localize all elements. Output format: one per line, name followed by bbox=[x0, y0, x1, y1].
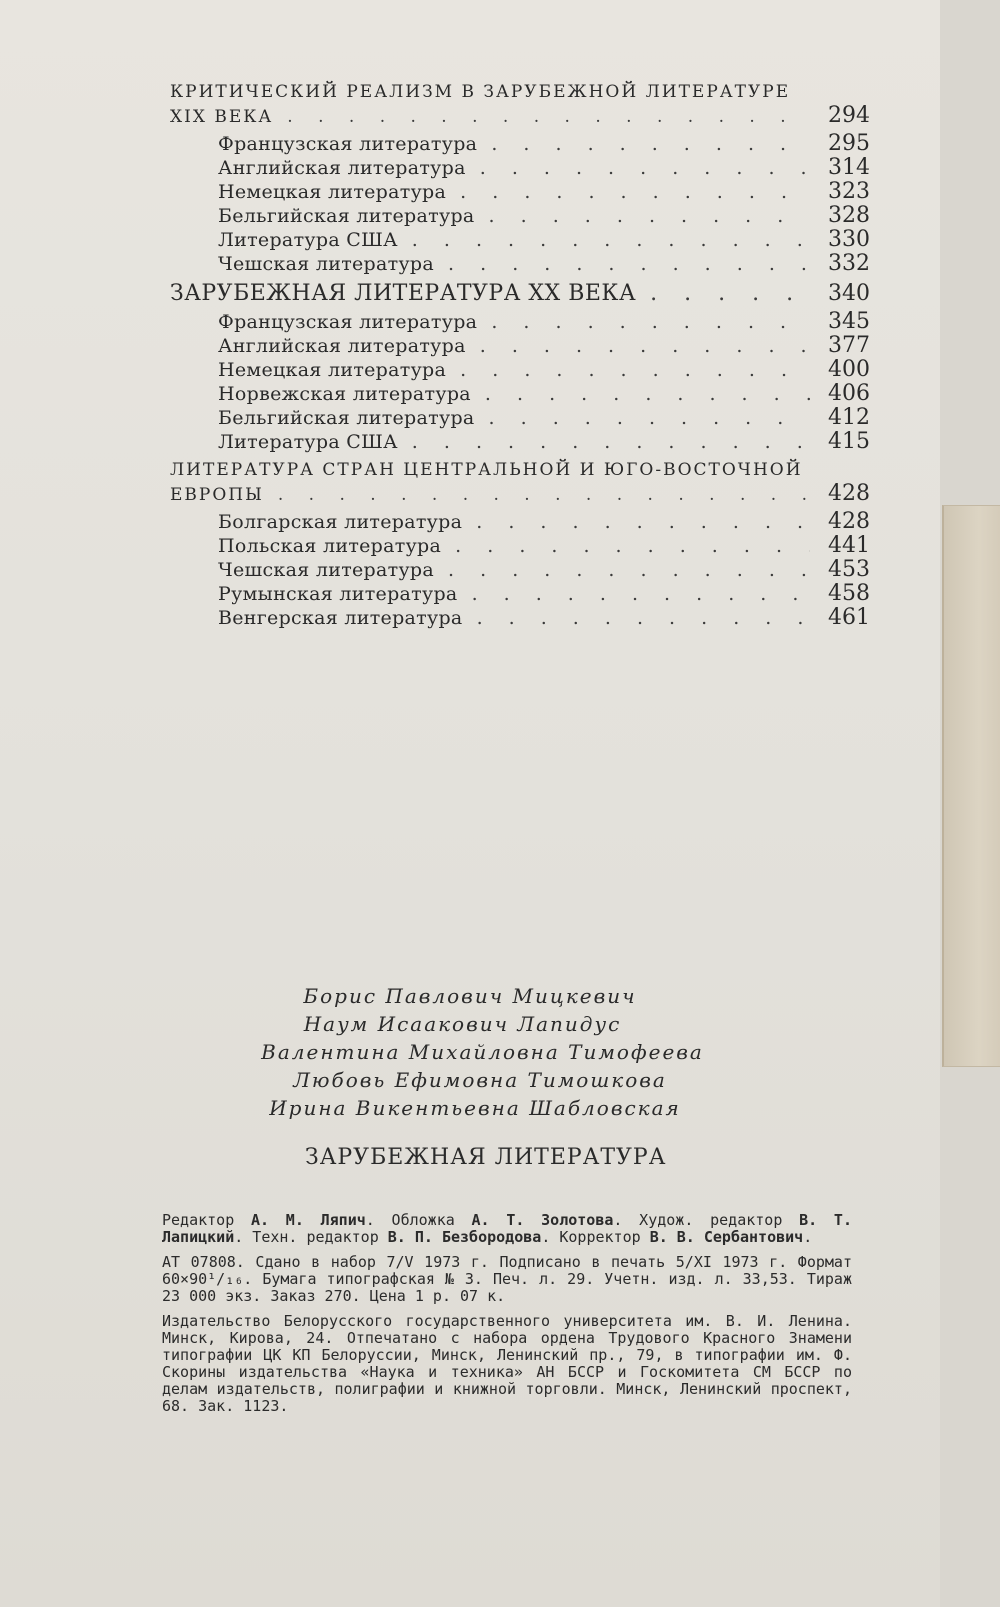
leader-dots bbox=[440, 252, 810, 276]
toc-row bbox=[170, 310, 870, 334]
production-paragraph: АТ 07808. Сдано в набор 7/V 1973 г. Подписано в печать 5/XI 1973 г. Формат 60×90¹/₁₆. Бумага типографская № 3. Печ. л. 29. Учетн. изд. л. 33,53. Тираж 23 000 экз. Заказ 270. Цена 1 р. 07 к. bbox=[162, 1253, 852, 1305]
page-number: 377 bbox=[828, 333, 870, 358]
section-title-cont: ЕВРОПЫ bbox=[170, 485, 264, 505]
leader-dots bbox=[477, 382, 810, 406]
toc-label: Немецкая литература bbox=[218, 181, 447, 203]
section-title: КРИТИЧЕСКИЙ РЕАЛИЗМ В ЗАРУБЕЖНОЙ ЛИТЕРАТУРЕ bbox=[170, 82, 791, 102]
toc-row bbox=[170, 156, 870, 180]
toc-row bbox=[170, 582, 870, 606]
page-number: 328 bbox=[828, 203, 870, 228]
toc-row bbox=[170, 180, 870, 204]
leader-dots bbox=[440, 558, 810, 582]
toc-row bbox=[170, 204, 870, 228]
toc-label: Чешская литература bbox=[218, 559, 435, 581]
toc-label: Болгарская литература bbox=[218, 511, 463, 533]
toc-label: Венгерская литература bbox=[218, 607, 463, 629]
tech-editor-name: В. П. Безбородова bbox=[387, 1228, 542, 1246]
leader-dots bbox=[483, 310, 810, 334]
toc-row bbox=[170, 382, 870, 406]
leader-dots bbox=[472, 156, 810, 180]
author-name: Борис Павлович Мицкевич bbox=[303, 984, 637, 1008]
leader-dots bbox=[447, 534, 810, 558]
toc-row bbox=[170, 252, 870, 276]
leader-dots bbox=[464, 582, 810, 606]
leader-dots bbox=[469, 606, 810, 630]
toc-row bbox=[170, 334, 870, 358]
page-number: 441 bbox=[828, 533, 870, 558]
leader-dots bbox=[404, 430, 810, 454]
toc-row bbox=[170, 482, 870, 506]
toc-row bbox=[170, 406, 870, 430]
toc-row bbox=[170, 558, 870, 582]
page-number: 406 bbox=[828, 381, 870, 406]
toc-label: Польская литература bbox=[218, 535, 442, 557]
toc-label: Английская литература bbox=[218, 157, 466, 179]
toc-label: Английская литература bbox=[218, 335, 466, 357]
toc-label: Бельгийская литература bbox=[218, 407, 475, 429]
leader-dots bbox=[642, 278, 810, 310]
publisher-paragraph: Издательство Белорусского государственного университета им. В. И. Ленина. Минск, Кирова, 24. Отпечатано с набора ордена Трудового Красного Знамени типографии ЦК КП Белоруссии, Минск, Ленинский пр., 79, в типографии им. Ф. Скорины издательства «Наука и техника» АН БССР и Госкомитета СМ БССР по делам издательств, полиграфии и книжной торговли. Минск, Ленинский проспект, 68. Зак. 1123. bbox=[162, 1312, 852, 1415]
section-title: ЗАРУБЕЖНАЯ ЛИТЕРАТУРА XX ВЕКА bbox=[170, 281, 637, 306]
leader-dots bbox=[279, 105, 810, 129]
page-number: 458 bbox=[828, 581, 870, 606]
section-title: ЛИТЕРАТУРА СТРАН ЦЕНТРАЛЬНОЙ И ЮГО-ВОСТОЧНОЙ bbox=[170, 460, 803, 480]
page-number: 340 bbox=[828, 281, 870, 306]
page-number: 332 bbox=[828, 251, 870, 276]
toc-row bbox=[170, 104, 870, 128]
page-number: 453 bbox=[828, 557, 870, 582]
toc-label: Литература США bbox=[218, 431, 398, 453]
author-name: Наум Исаакович Лапидус bbox=[303, 1012, 622, 1036]
section-title-cont: XIX ВЕКА bbox=[170, 107, 274, 127]
toc-label: Бельгийская литература bbox=[218, 205, 475, 227]
page-number: 428 bbox=[828, 509, 870, 534]
book-title: ЗАРУБЕЖНАЯ ЛИТЕРАТУРА bbox=[305, 1145, 667, 1170]
page-number: 412 bbox=[828, 405, 870, 430]
page-number: 330 bbox=[828, 227, 870, 252]
toc-label: Французская литература bbox=[218, 133, 478, 155]
author-name: Любовь Ефимовна Тимошкова bbox=[293, 1068, 667, 1092]
page-number: 345 bbox=[828, 309, 870, 334]
toc-row bbox=[170, 132, 870, 156]
leader-dots bbox=[452, 358, 810, 382]
page-number: 295 bbox=[828, 131, 870, 156]
author-name: Ирина Викентьевна Шабловская bbox=[269, 1096, 681, 1120]
page-number: 415 bbox=[828, 429, 870, 454]
editor-name: А. М. Ляпич bbox=[251, 1211, 366, 1229]
page-number: 400 bbox=[828, 357, 870, 382]
leader-dots bbox=[472, 334, 810, 358]
toc-label: Норвежская литература bbox=[218, 383, 471, 405]
toc-row bbox=[170, 430, 870, 454]
proofreader-name: В. В. Сербантович bbox=[649, 1228, 804, 1246]
toc-label: Чешская литература bbox=[218, 253, 435, 275]
toc-row bbox=[170, 228, 870, 252]
toc-row bbox=[170, 534, 870, 558]
toc-row bbox=[170, 358, 870, 382]
leader-dots bbox=[481, 204, 810, 228]
page-number: 314 bbox=[828, 155, 870, 180]
leader-dots bbox=[481, 406, 810, 430]
leader-dots bbox=[404, 228, 810, 252]
toc-label: Румынская литература bbox=[218, 583, 458, 605]
imprint-block bbox=[162, 1212, 852, 1423]
toc-row bbox=[170, 278, 870, 310]
leader-dots bbox=[270, 483, 810, 507]
author-name: Валентина Михайловна Тимофеева bbox=[261, 1040, 704, 1064]
toc-label: Французская литература bbox=[218, 311, 478, 333]
toc-label: Литература США bbox=[218, 229, 398, 251]
page-number: 294 bbox=[828, 103, 870, 128]
leader-dots bbox=[452, 180, 810, 204]
page-number: 428 bbox=[828, 481, 870, 506]
leader-dots bbox=[468, 510, 810, 534]
authors-list bbox=[0, 982, 1000, 1122]
toc-label: Немецкая литература bbox=[218, 359, 447, 381]
editors-paragraph: Редактор А. М. Ляпич. Обложка А. Т. Золотова. Худож. редактор В. Т. Лапицкий. Техн. редактор В. П. Безбородова. Корректор В. В. Сербантович. bbox=[162, 1211, 852, 1246]
art-editor-name: В. Т. Лапицкий bbox=[162, 1211, 852, 1246]
leader-dots bbox=[483, 132, 810, 156]
page-number: 461 bbox=[828, 605, 870, 630]
paper-insert-edge bbox=[942, 505, 1000, 1067]
table-of-contents bbox=[170, 80, 870, 630]
page-number: 323 bbox=[828, 179, 870, 204]
toc-row bbox=[170, 510, 870, 534]
cover-artist-name: А. Т. Золотова bbox=[471, 1211, 614, 1229]
toc-row bbox=[170, 606, 870, 630]
